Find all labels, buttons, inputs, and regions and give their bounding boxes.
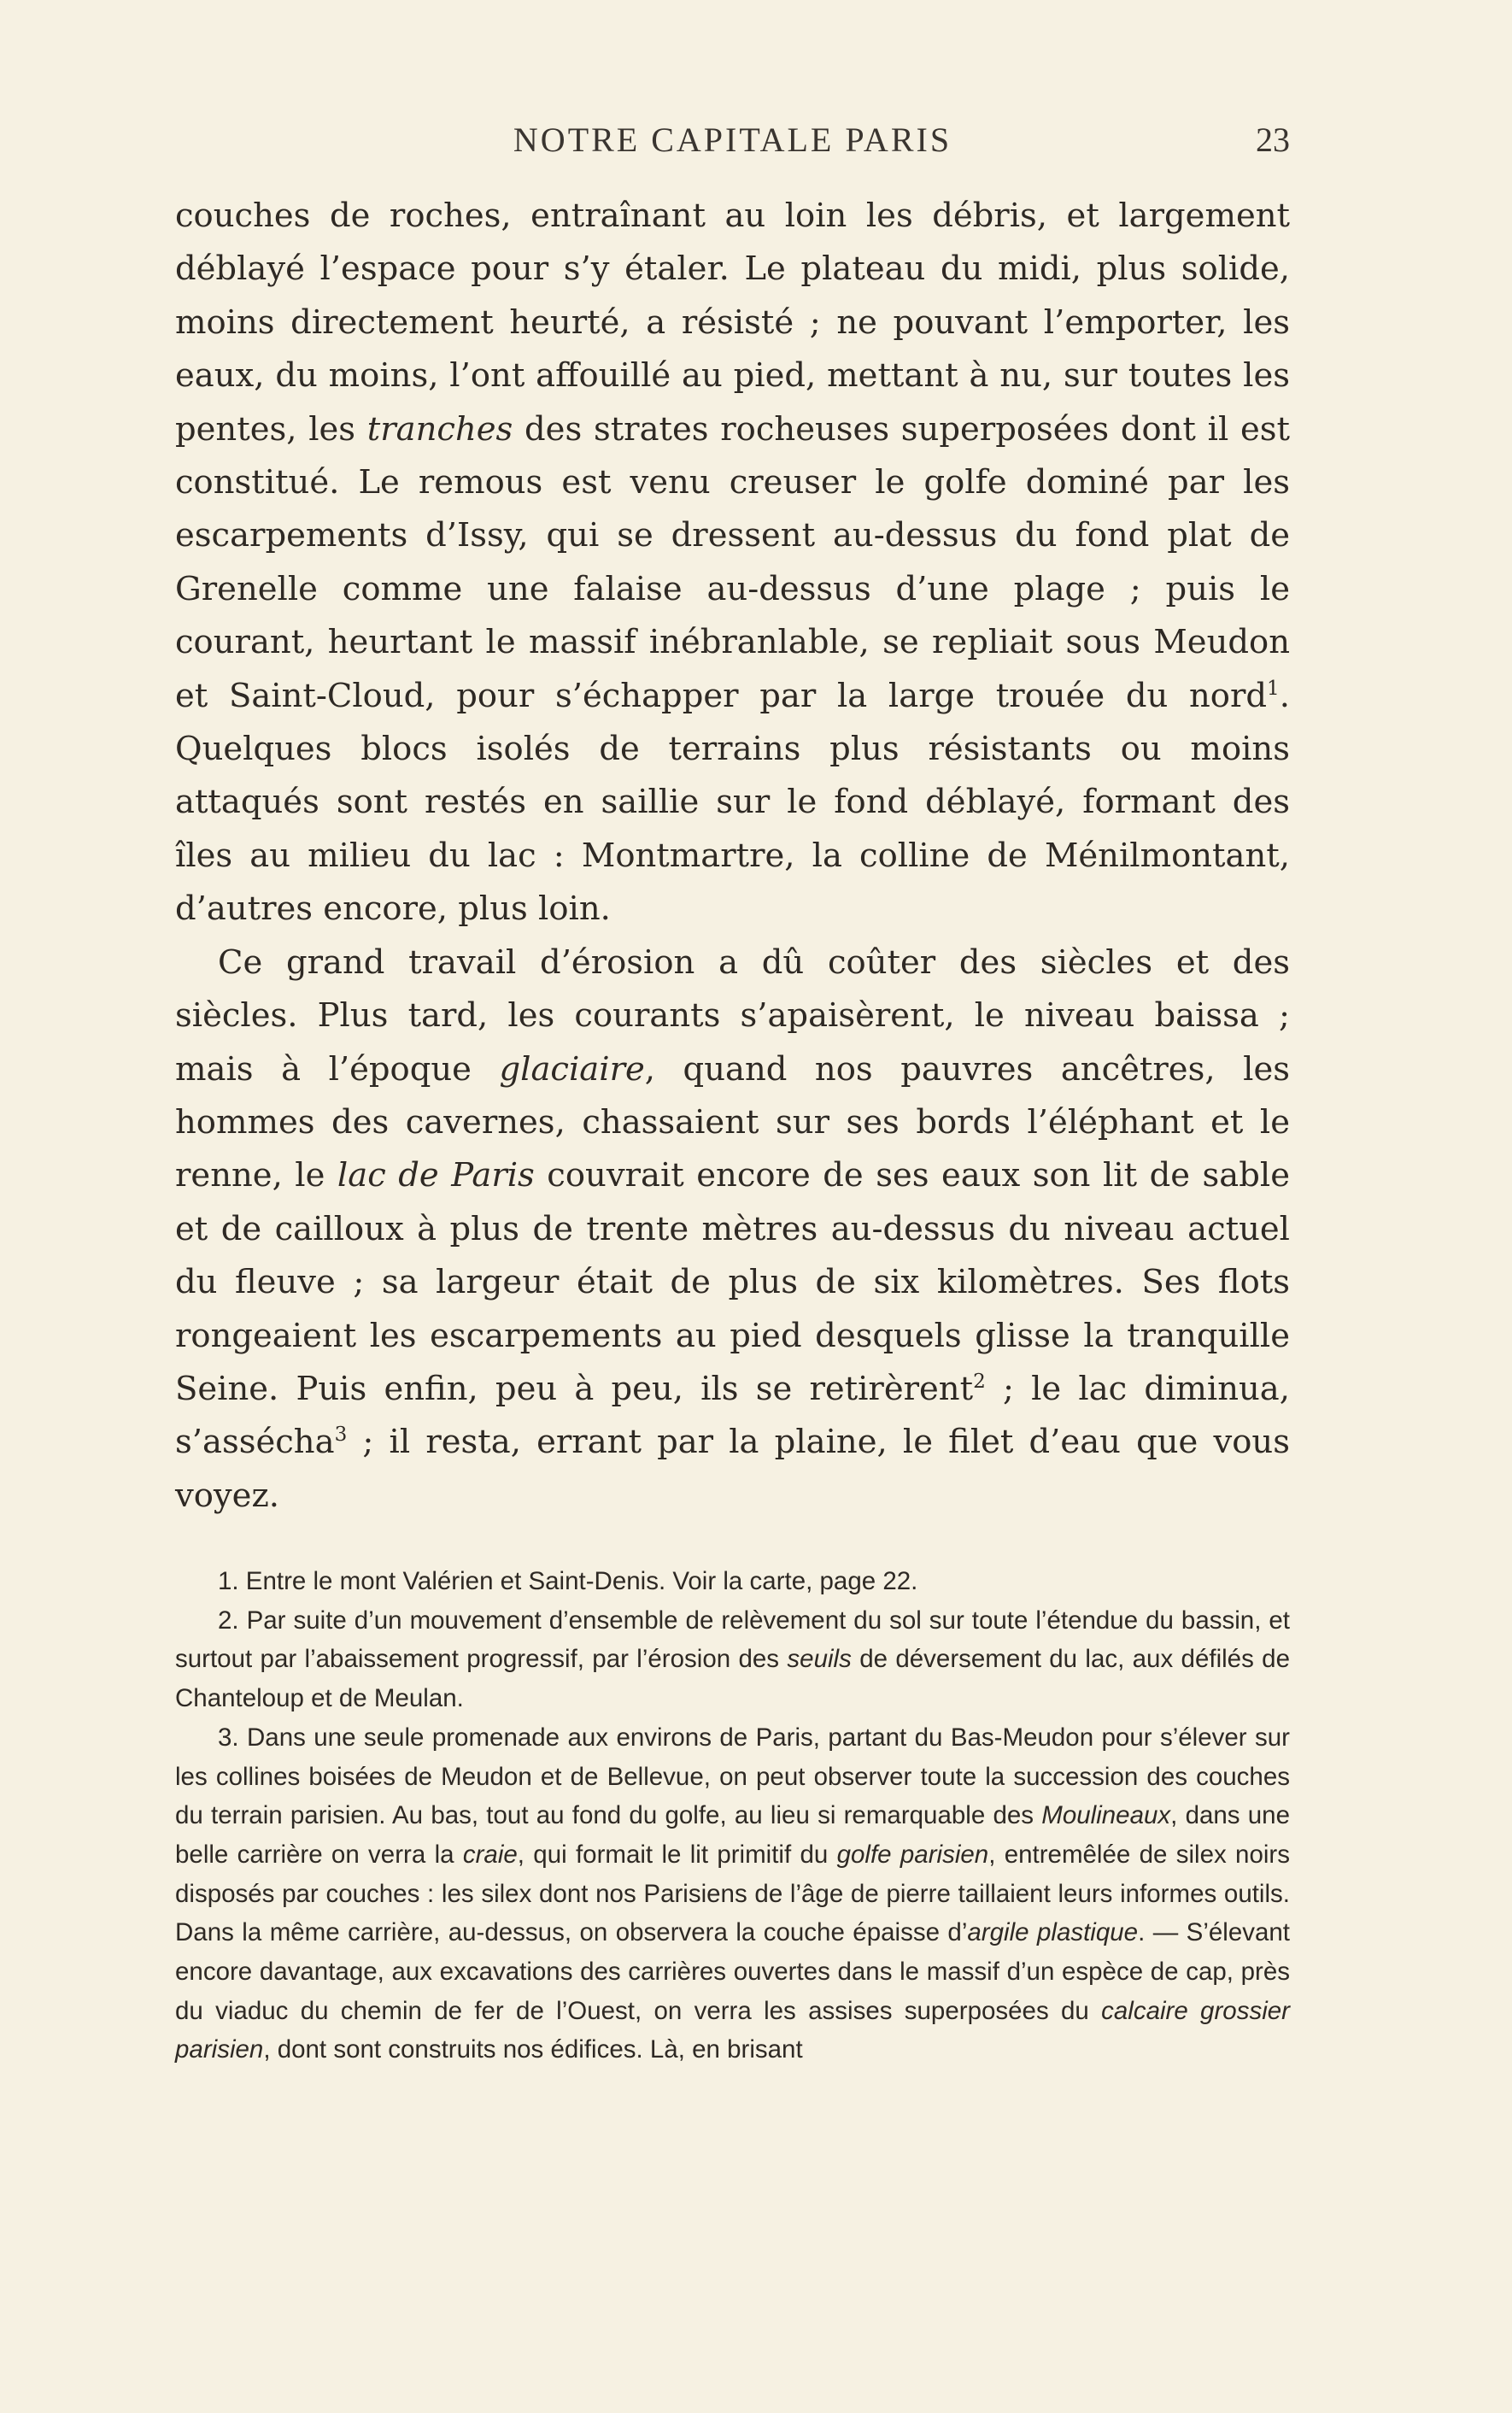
text-run: , dans une belle carrière on verra la: [175, 1801, 1290, 1869]
italic-text: argile plastique: [967, 1918, 1139, 1947]
text-run: couvrait encore de ses eaux son lit de sable et de cailloux à plus de trente mètres au-dessus du niveau actuel du fleuve ; sa largeur était de plus de six kilomètres. Ses flots rongeaient les escarpements au pied desquels glisse la tranquille Seine. Puis enfin, peu à peu, ils se retirèrent: [175, 1156, 1290, 1408]
text-run: couches de roches, entraînant au loin les débris, et largement déblayé l’espace pour s’y étaler. Le plateau du midi, plus solide, moins directement heurté, a résisté ; ne pouvant l’emporter, les eaux, du moins, l’ont affouillé au pied, mettant à nu, sur toutes les pentes, les: [175, 197, 1290, 449]
text-run: de déversement du lac, aux défilés de Chanteloup et de Meulan.: [175, 1645, 1290, 1713]
text-run: , entremêlée de silex noirs disposés par couches : les silex dont nos Parisiens de l’âge de pierre taillaient leurs informes outils. Dans la même carrière, au-dessus, on observera la couche épaisse d’: [175, 1840, 1290, 1947]
footnote: [175, 1718, 1290, 2070]
italic-text: golfe parisien: [836, 1840, 989, 1869]
italic-text: Moulineaux: [1041, 1801, 1171, 1830]
paragraph: [175, 190, 1290, 936]
text-run: 2. Par suite d’un mouvement d’ensemble de relèvement du sol sur toute l’étendue du bassin, et surtout par l’abaissement progressif, par l’érosion des: [175, 1606, 1290, 1674]
footnote-ref: 2: [973, 1371, 986, 1394]
italic-text: seuils: [787, 1645, 852, 1674]
italic-text: glaciaire: [499, 1049, 645, 1089]
running-title: NOTRE CAPITALE PARIS: [513, 120, 952, 159]
italic-text: calcaire grossier parisien: [175, 1996, 1290, 2064]
text-run: . Quelques blocs isolés de terrains plus résistants ou moins attaqués sont restés en saillie sur le fond déblayé, formant des îles au milieu du lac : Montmartre, la colline de Ménilmontant, d’autres encore, plus loin.: [175, 676, 1290, 929]
footnote: [175, 1562, 1290, 1601]
text-run: des strates rocheuses superposées dont il est constitué. Le remous est venu creuser le golfe dominé par les escarpements d’Issy, qui se dressent au-dessus du fond plat de Grenelle comme une falaise au-dessus d’une plage ; puis le courant, heurtant le massif inébranlable, se repliait sous Meudon et Saint-Cloud, pour s’échapper par la large trouée du nord: [175, 409, 1290, 715]
footnotes: [175, 1562, 1290, 2070]
text-run: ; il resta, errant par la plaine, le filet d’eau que vous voyez.: [175, 1423, 1290, 1515]
text-run: 3. Dans une seule promenade aux environs de Paris, partant du Bas-Meudon pour s’élever sur les collines boisées de Meudon et de Bellevue, on peut observer toute la succession des couches du terrain parisien. Au bas, tout au fond du golfe, au lieu si remarquable des: [175, 1723, 1290, 1830]
text-run: , qui formait le lit primitif du: [517, 1840, 837, 1869]
text-run: . — S’élevant encore davantage, aux excavations des carrières ouvertes dans le massif d’un espèce de cap, près du viaduc du chemin de fer de l’Ouest, on verra les assises superposées du: [175, 1918, 1291, 2025]
footnote-ref: 1: [1267, 677, 1280, 700]
footnote: [175, 1601, 1290, 1718]
text-run: , quand nos pauvres ancêtres, les hommes des cavernes, chassaient sur ses bords l’éléphant et le renne, le: [175, 1049, 1290, 1195]
text-run: , dont sont construits nos édifices. Là, en brisant: [263, 2035, 803, 2064]
page-header: [175, 120, 1290, 162]
paragraph: [175, 936, 1290, 1523]
footnote-ref: 3: [334, 1424, 348, 1447]
body-text: [175, 190, 1290, 1523]
text-run: Ce grand travail d’érosion a dû coûter des siècles et des siècles. Plus tard, les courants s’apaisèrent, le niveau baissa ; mais à l’époque: [175, 942, 1290, 1089]
italic-text: tranches: [366, 409, 513, 449]
text-run: ; le lac diminua, s’assécha: [175, 1369, 1290, 1462]
page-number: 23: [1256, 120, 1290, 159]
italic-text: craie: [462, 1840, 518, 1869]
italic-text: lac de Paris: [337, 1156, 535, 1195]
text-run: 1. Entre le mont Valérien et Saint-Denis. Voir la carte, page 22.: [218, 1567, 918, 1595]
